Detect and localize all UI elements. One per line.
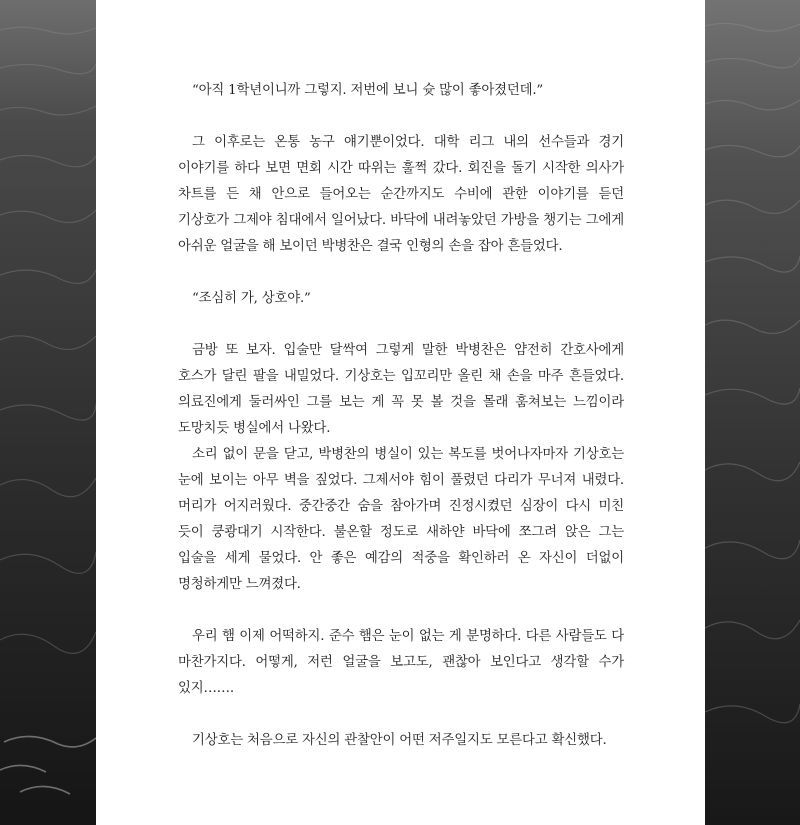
- paragraph-dialogue-2: “조심히 가, 상호야.”: [192, 291, 311, 306]
- sea-waves-graphic: [0, 0, 96, 825]
- sea-photo-right: [705, 0, 800, 825]
- paragraph-narrative-3: 소리 없이 문을 닫고, 박병찬의 병실이 있는 복도를 벗어나자마자 기상호는 눈에 보이는 아무 벽을 짚었다. 그제서야 힘이 풀렸던 다리가 무너져 내렸다. 머리가 어지러웠다. 중간중간 숨을 참아가며 진정시켰던 심장이 다시 미친 듯이 쿵쾅대기 시작한다. 불온할 정도로 새하얀 바닥에 쪼그려 앉은 그는 입술을 세게 물었다. 안 좋은 예감의 적중을 확인하러 온 자신이 더없이 명청하게만 느껴졌다.: [178, 447, 624, 592]
- paragraph-narrative-1: 그 이후로는 온통 농구 얘기뿐이었다. 대학 리그 내의 선수들과 경기 이야기를 하다 보면 면회 시간 따위는 훌쩍 갔다. 회진을 돌기 시작한 의사가 차트를 든 채 안으로 들어오는 순간까지도 수비에 관한 이야기를 듣던 기상호가 그제야 침대에서 일어났다. 바닥에 내려놓았던 가방을 챙기는 그에게 아쉬운 얼굴을 해 보이던 박병찬은 결국 인형의 손을 잡아 흔들었다.: [178, 135, 624, 254]
- paragraph-narrative-4: 우리 햄 이제 어떡하지. 준수 햄은 눈이 없는 게 분명하다. 다른 사람들도 다 마찬가지다. 어떻게, 저런 얼굴을 보고도, 괜찮아 보인다고 생각할 수가 있지…….: [178, 629, 624, 696]
- sea-waves-graphic: [705, 0, 800, 825]
- book-page: [96, 0, 705, 825]
- sea-photo-left: [0, 0, 96, 825]
- paragraph-dialogue-1: “아직 1학년이니까 그렇지. 저번에 보니 슛 많이 좋아졌던데.”: [192, 83, 544, 98]
- paragraph-narrative-2: 금방 또 보자. 입술만 달싹여 그렇게 말한 박병찬은 얌전히 간호사에게 호스가 달린 팔을 내밀었다. 기상호는 입꼬리만 올린 채 손을 마주 흔들었다. 의료진에게 둘러싸인 그를 보는 게 꼭 못 볼 것을 몰래 훔쳐보는 느낌이라 도망치듯 병실에서 나왔다.: [178, 343, 624, 436]
- page-body-text: [178, 78, 624, 754]
- paragraph-narrative-5: 기상호는 처음으로 자신의 관찰안이 어떤 저주일지도 모른다고 확신했다.: [192, 733, 607, 748]
